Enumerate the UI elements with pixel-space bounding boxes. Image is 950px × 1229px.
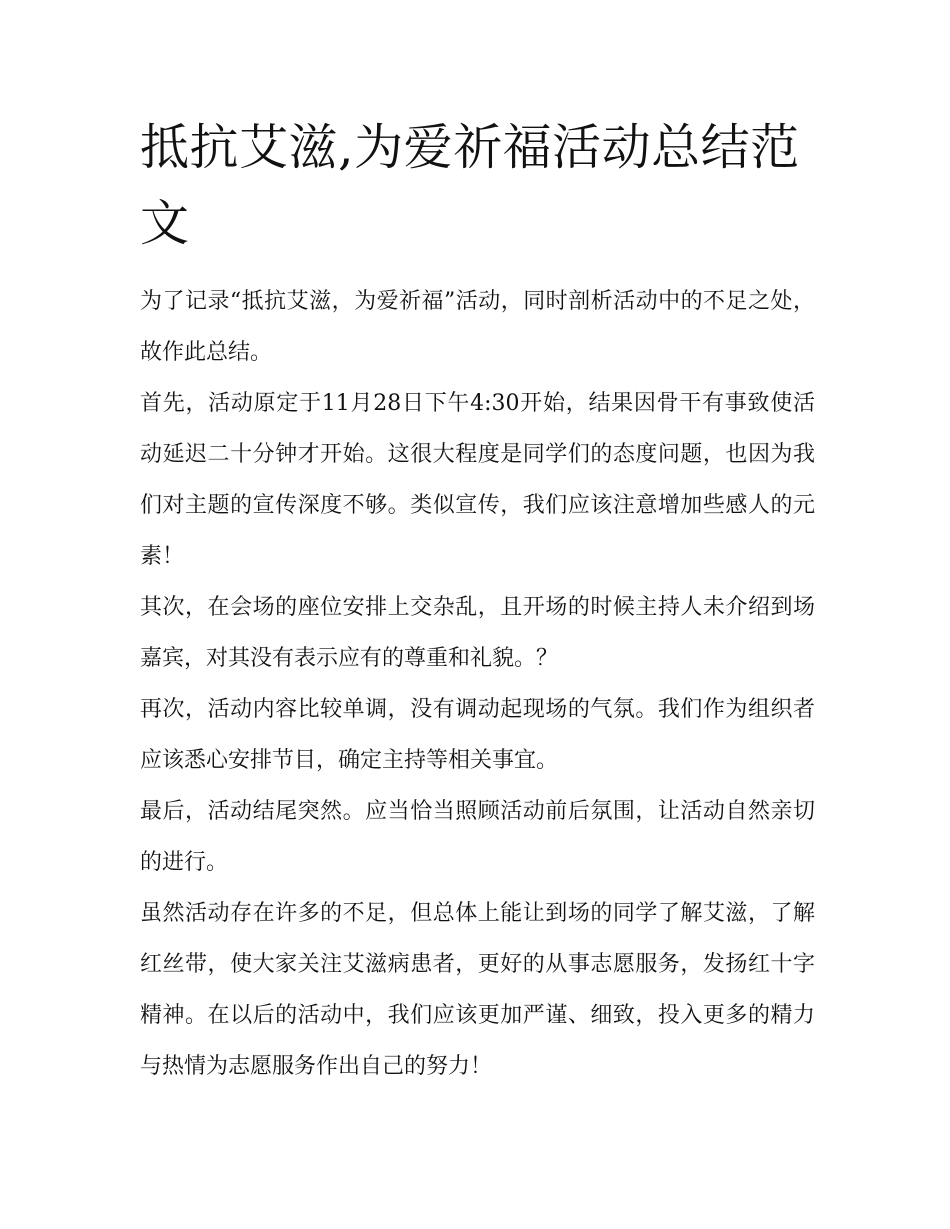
paragraph-conclusion: 虽然活动存在许多的不足，但总体上能让到场的同学了解艾滋，了解红丝带，使大家关注艾滋病患者，更好的从事志愿服务，发扬红十字精神。在以后的活动中，我们应该更加严谨、细致，投入更多的精力与热情为志愿服务作出自己的努力！ <box>140 901 815 1079</box>
paragraph-first: 首先，活动原定于11月28日下午4:30开始，结果因骨干有事致使活动延迟二十分钟才开始。这很大程度是同学们的态度问题，也因为我们对主题的宣传深度不够。类似宣传，我们应该注意增加些感人的元素！ <box>140 391 815 569</box>
document-page <box>140 110 815 1092</box>
paragraph-third: 再次，活动内容比较单调，没有调动起现场的气氛。我们作为组织者应该悉心安排节目，确定主持等相关事宜。 <box>140 697 815 773</box>
paragraph-second: 其次，在会场的座位安排上交杂乱，且开场的时候主持人未介绍到场嘉宾，对其没有表示应有的尊重和礼貌。？ <box>140 595 815 671</box>
paragraph-last: 最后，活动结尾突然。应当恰当照顾活动前后氛围，让活动自然亲切的进行。 <box>140 799 815 875</box>
document-title: 抵抗艾滋,为爱祈福活动总结范文 <box>140 119 800 252</box>
paragraph-intro: 为了记录“抵抗艾滋，为爱祈福”活动，同时剖析活动中的不足之处，故作此总结。 <box>140 289 815 365</box>
